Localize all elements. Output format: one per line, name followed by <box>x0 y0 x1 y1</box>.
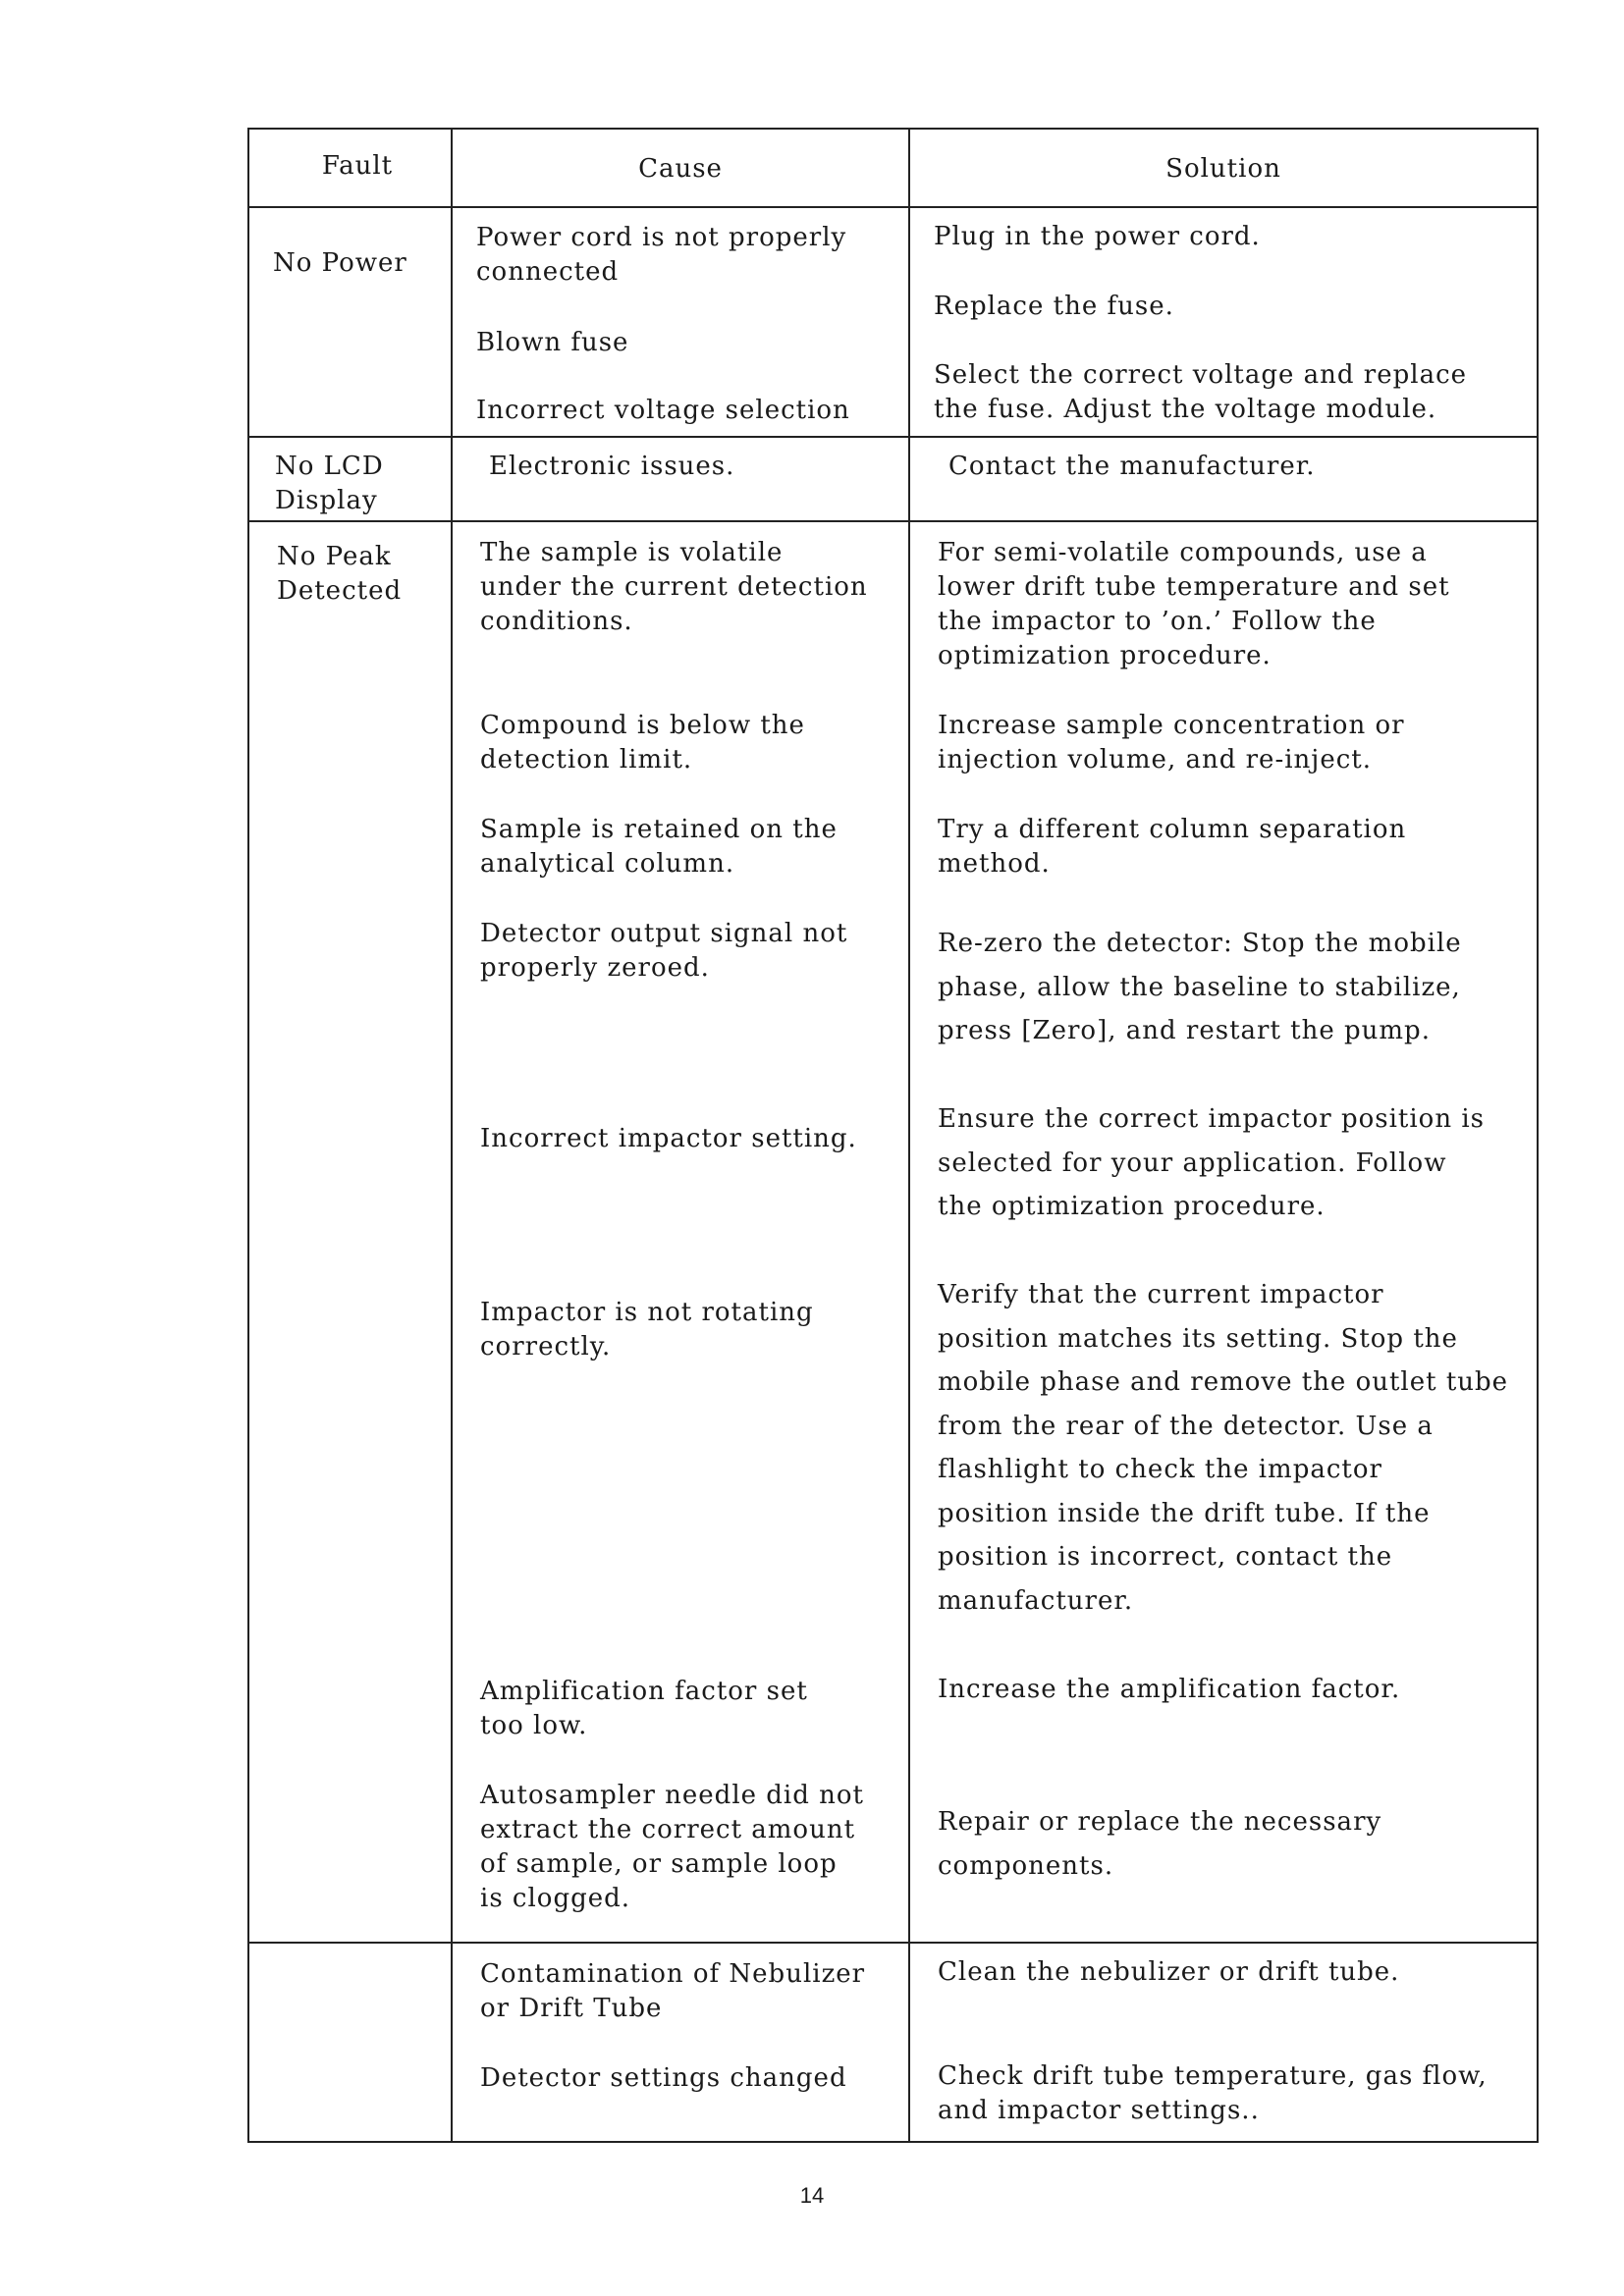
cause-cell: Incorrect voltage selection <box>476 396 850 425</box>
solution-cell: For semi-volatile compounds, use a lower drift tube temperature and set the impactor to ’on.’ Follow the optimization procedure. <box>938 538 1450 670</box>
solution-cell: Clean the nebulizer or drift tube. <box>938 1957 1400 1987</box>
fault-cell: No LCD Display <box>275 452 384 515</box>
solution-cell: Check drift tube temperature, gas flow, and impactor settings.. <box>938 2061 1488 2125</box>
cause-cell: Amplification factor set too low. <box>480 1677 808 1740</box>
solution-cell: Repair or replace the necessary components. <box>938 1807 1382 1881</box>
solution-cell: Plug in the power cord. <box>934 222 1261 251</box>
solution-cell: Replace the fuse. <box>934 292 1174 321</box>
cause-cell: Contamination of Nebulizer or Drift Tube <box>480 1959 866 2023</box>
fault-cell: No Power <box>273 248 407 278</box>
column-divider <box>908 128 910 2143</box>
table-border-bottom <box>247 2141 1538 2143</box>
header-solution: Solution <box>1165 154 1281 184</box>
cause-cell: Detector settings changed <box>480 2063 847 2093</box>
solution-cell: Verify that the current impactor position matches its setting. Stop the mobile phase and remove the outlet tube from the rear of the detector. Use a flashlight to check the impactor position inside the drift tube. If the position is incorrect, contact the manufacturer. <box>938 1280 1509 1616</box>
solution-cell: Select the correct voltage and replace the fuse. Adjust the voltage module. <box>934 360 1468 424</box>
cause-cell: The sample is volatile under the current detection conditions. <box>480 538 868 636</box>
solution-cell: Contact the manufacturer. <box>948 452 1316 481</box>
cause-cell: Power cord is not properly connected <box>476 223 847 287</box>
header-cause: Cause <box>638 154 723 184</box>
cause-cell: Detector output signal not properly zeroed. <box>480 919 848 983</box>
column-divider <box>451 128 453 2143</box>
cause-cell: Electronic issues. <box>489 452 735 481</box>
header-fault: Fault <box>321 151 394 181</box>
solution-cell: Ensure the correct impactor position is selected for your application. Follow the optimization procedure. <box>938 1104 1485 1221</box>
cause-cell: Autosampler needle did not extract the correct amount of sample, or sample loop is clogged. <box>480 1781 865 1913</box>
table-border-top <box>247 128 1538 130</box>
fault-cell: No Peak Detected <box>277 542 403 606</box>
cause-cell: Blown fuse <box>476 328 629 357</box>
row-divider <box>247 436 1538 438</box>
solution-cell: Try a different column separation method. <box>938 815 1407 879</box>
row-divider <box>247 520 1538 522</box>
table-border-right <box>1537 128 1539 2143</box>
cause-cell: Impactor is not rotating correctly. <box>480 1298 814 1362</box>
cause-cell: Incorrect impactor setting. <box>480 1124 857 1153</box>
header-divider <box>247 206 1538 208</box>
solution-cell: Increase the amplification factor. <box>938 1675 1401 1704</box>
page-number: 14 <box>799 2183 825 2208</box>
row-divider <box>247 1942 1538 1944</box>
cause-cell: Compound is below the detection limit. <box>480 711 805 774</box>
solution-cell: Re-zero the detector: Stop the mobile phase, allow the baseline to stabilize, press [Zero], and restart the pump. <box>938 929 1462 1045</box>
cause-cell: Sample is retained on the analytical column. <box>480 815 838 879</box>
table-border-left <box>247 128 249 2143</box>
solution-cell: Increase sample concentration or injection volume, and re-inject. <box>938 711 1405 774</box>
